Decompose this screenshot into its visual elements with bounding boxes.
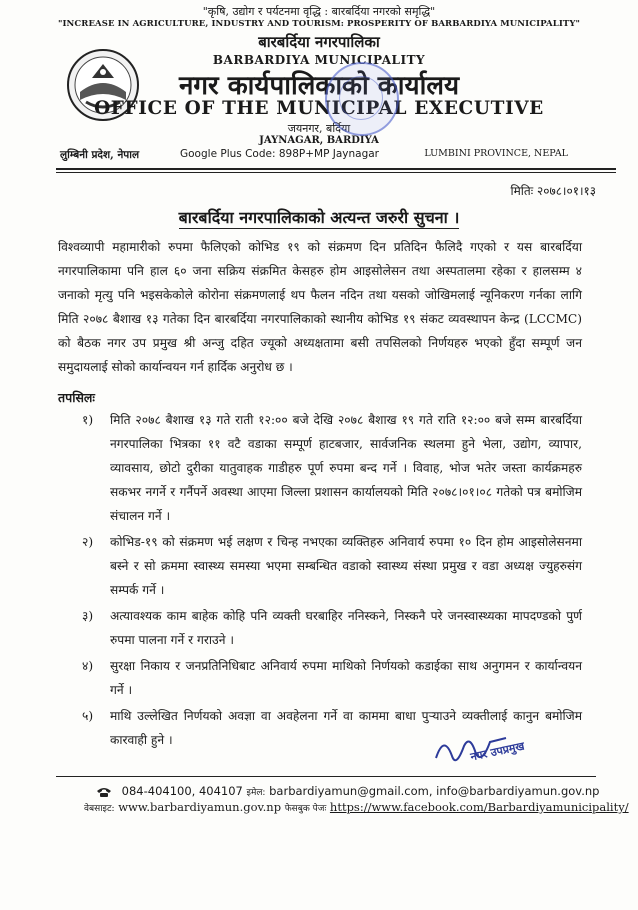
notice-date: मितिः २०७८।०१।१३ — [510, 184, 596, 198]
website-label: वेबसाइट: — [84, 804, 115, 814]
list-item — [82, 408, 582, 528]
item-number: ३) — [82, 609, 94, 623]
footer-divider — [56, 776, 596, 777]
place-nepali: जयनगर, बर्दिया — [287, 122, 351, 135]
list-item — [82, 654, 582, 702]
item-number: ४) — [82, 659, 94, 673]
item-text: मिति २०७८ बैशाख १३ गते राती १२:०० बजे देखि २०७८ बैशाख १९ गते राति १२:०० बजे सम्म बारबर्दिया नगरपालिका भित्रका ११ वटै वडाका सम्पूर्ण हाटबजार, सार्वजनिक स्थलमा हुने भेला, उद्योग, व्यापार, व्यावसाय, छोटो दुरीका यातुवाहक गाडीहरु पूर्ण रुपमा बन्द गर्ने । विवाह, भोज भतेर जस्ता कार्यक्रमहरु सकभर नगर्ने र गर्नैपर्ने अवस्था आएमा जिल्ला प्रशासन कार्यालयको मिति २०७८।०१।०८ गतेको पत्र बमोजिम संचालन गर्ने । — [110, 413, 582, 523]
item-text: सुरक्षा निकाय र जनप्रतिनिधिबाट अनिवार्य रुपमा माथिको निर्णयको कडाईका साथ अनुगमन र कार्यान्वयन गर्ने । — [110, 659, 582, 697]
municipality-name-english: BARBARDIYA MUNICIPALITY — [212, 53, 426, 67]
contact-line — [96, 784, 599, 798]
header-divider-thin — [56, 172, 616, 173]
plus-code: Google Plus Code: 898P+MP Jaynagar — [180, 148, 379, 160]
item-text: माथि उल्लेखित निर्णयको अवज्ञा वा अवहेलना गर्ने वा काममा बाधा पुऱ्याउने व्यक्तीलाई कानुन बमोजिम कारवाही हुने । — [110, 709, 582, 747]
web-line — [84, 800, 629, 814]
province-english: LUMBINI PROVINCE, NEPAL — [424, 148, 568, 159]
province-nepali: लुम्बिनी प्रदेश, नेपाल — [60, 149, 140, 161]
office-name-english: OFFICE OF THE MUNICIPAL EXECUTIVE — [94, 98, 544, 119]
office-seal-stamp — [325, 62, 399, 136]
item-number: २) — [82, 535, 94, 549]
motto-english: "INCREASE IN AGRICULTURE, INDUSTRY AND TOURISM: PROSPERITY OF BARBARDIYA MUNICIPALITY" — [57, 19, 581, 29]
motto-nepali: "कृषि, उद्योग र पर्यटनमा वृद्धि : बारबर्दिया नगरको समृद्धि" — [202, 5, 436, 18]
decision-list — [82, 408, 582, 754]
list-item — [82, 530, 582, 602]
item-text: कोभिड-१९ को संक्रमण भई लक्षण र चिन्ह नभएका व्यक्तिहरु अनिवार्य रुपमा १० दिन होम आइसोलेसनमा बस्ने र सो क्रममा स्वास्थ्य समस्या भएमा सम्बन्धित वडाको स्वास्थ्य संस्था प्रमुख र वडा अध्यक्ष ज्युहरुसंग सम्पर्क गर्ने । — [110, 535, 582, 597]
email-label: इमेल: — [246, 788, 266, 798]
phone-icon — [96, 786, 112, 798]
header-divider-thick — [56, 168, 616, 170]
signature-stamp: नगर उपप्रमुख — [469, 739, 526, 764]
notice-title — [0, 206, 638, 228]
place-english: JAYNAGAR, BARDIYA — [259, 135, 379, 146]
office-name-nepali: नगर कार्यपालिकाको कार्यालय — [178, 71, 460, 101]
facebook-label: फेसबुक पेजः — [284, 804, 327, 814]
item-number: १) — [82, 413, 94, 427]
details-heading: तपसिलः — [58, 390, 95, 405]
notice-body: विश्वव्यापी महामारीको रुपमा फैलिएको कोभिड १९ को संक्रमण दिन प्रतिदिन फैलिदै गएको र यस बारबर्दिया नगरपालिकामा पनि हाल ६० जना सक्रिय संक्रमित केसहरु होम आइसोलेसन तथा अस्पतालमा रहेका र हालसम्म ४ जनाको मृत्यु पनि भइसकेकोले कोरोना संक्रमणलाई थप फैलन नदिन तथा यसको जोखिमलाई न्यूनिकरण गर्नका लागि मिति २०७८ बैशाख १३ गतेका दिन बारबर्दिया नगरपालिकाको स्थानीय कोभिड १९ संकट व्यवस्थापन केन्द्र (LCCMC) को बैठक नगर उप प्रमुख श्री अन्जु दहित ज्यूको अध्यक्षतामा बसी तपसिलको निर्णयहरु भएको हुँदा सम्पूर्ण जन समुदायलाई सोको कार्यान्वयन गर्न हार्दिक अनुरोध छ । — [58, 240, 582, 374]
item-number: ५) — [82, 709, 94, 723]
phone-number: 084-404100, 404107 — [121, 784, 243, 798]
facebook-link[interactable]: https://www.facebook.com/Barbardiyamunicipality/ — [329, 800, 629, 814]
item-text: अत्यावश्यक काम बाहेक कोहि पनि व्यक्ती घरबाहिर ननिस्कने, निस्कनै परे जनस्वास्थ्यका मापदण्डको पुर्ण रुपमा पालना गर्ने र गराउने । — [110, 609, 582, 647]
list-item — [82, 604, 582, 652]
website-link[interactable]: www.barbardiyamun.gov.np — [118, 800, 282, 814]
municipality-name-nepali: बारबर्दिया नगरपालिका — [258, 33, 380, 51]
email-addresses[interactable]: barbardiyamun@gmail.com, info@barbardiyamun.gov.np — [269, 784, 600, 798]
notice-title-text: बारबर्दिया नगरपालिकाको अत्यन्त जरुरी सुचना । — [178, 208, 460, 227]
